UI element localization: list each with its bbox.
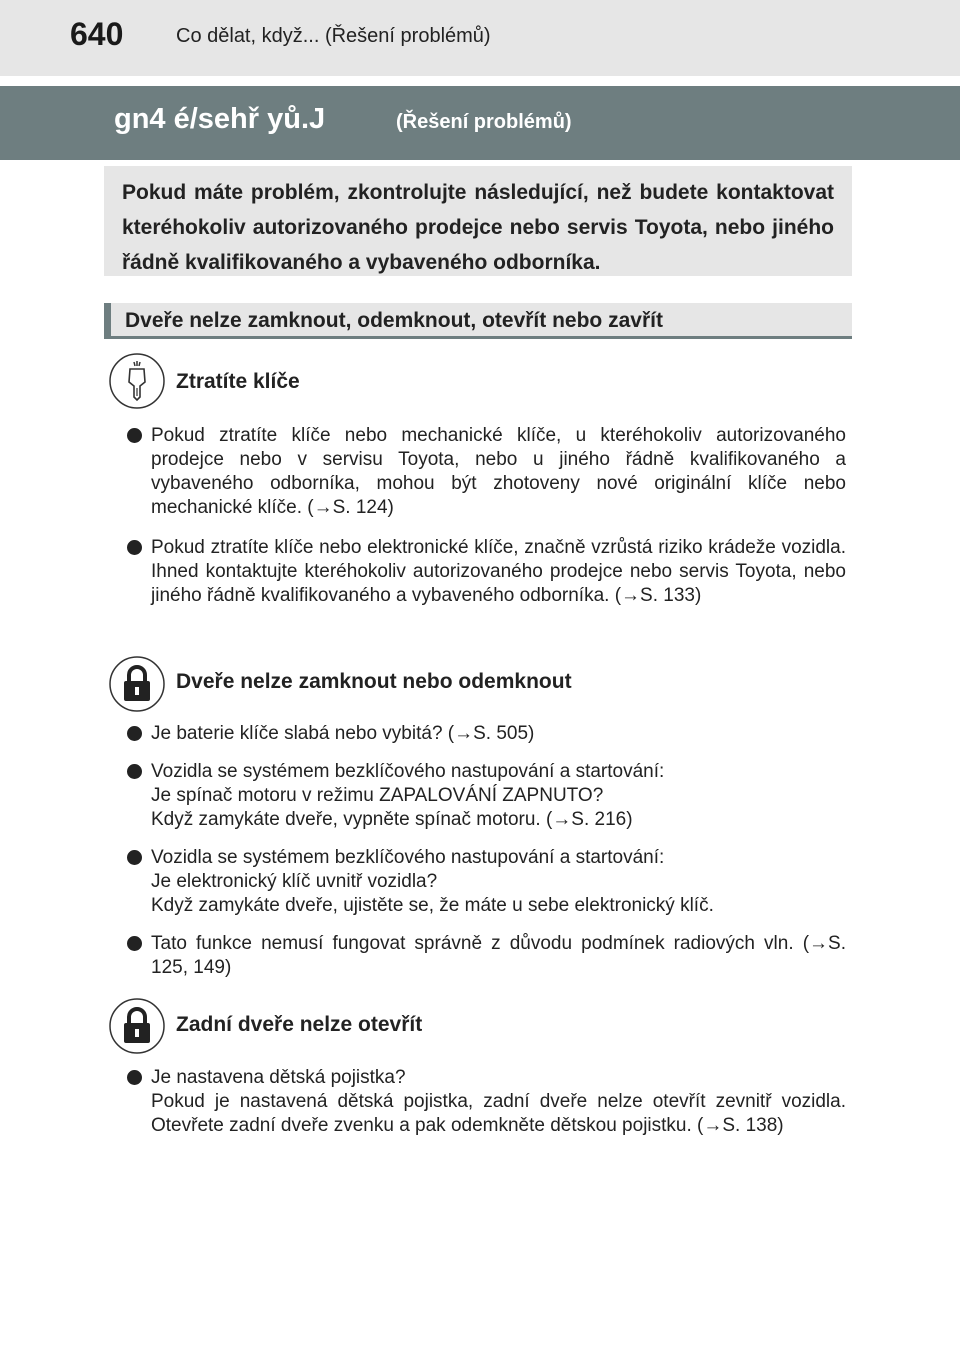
list-item [124, 1066, 846, 1138]
list-item-text: Je baterie klíče slabá nebo vybitá? (→S. 505) [151, 723, 535, 744]
list-item-text [151, 1066, 846, 1138]
bullet-dot [127, 726, 142, 741]
bullet-dot [127, 850, 142, 865]
list-item [124, 536, 846, 608]
list-item-line: Je elektronický klíč uvnitř vozidla? [151, 871, 438, 892]
bullet-dot [127, 1070, 142, 1085]
list-item-line: Pokud je nastavená dětská pojistka, zadní dveře nelze otevřít zevnitř vozidla. Otevřete zadní dveře zvenku a pak odemkněte dětskou pojistku. (→S. 138) [151, 1091, 846, 1136]
list-item-line: Vozidla se systémem bezklíčového nastupování a startování: [151, 761, 665, 782]
bullet-dot [127, 540, 142, 555]
list-item-line: Je nastavena dětská pojistka? [151, 1067, 406, 1088]
subsection-title-rear-door: Zadní dveře nelze otevřít [176, 1013, 423, 1036]
lock-icon [108, 997, 166, 1055]
list-item-text: Pokud ztratíte klíče nebo mechanické klíče, u kteréhokoliv autorizovaného prodejce nebo v servisu Toyota, nebo u jiného řádně kvalifikovaného a vybaveného odborníka, mohou být zhotoveny nové originální klíče nebo mechanické klíče. (→S. 124) [151, 425, 846, 518]
section-heading [104, 303, 852, 339]
list-item-text [151, 846, 846, 918]
list-item-text: Pokud ztratíte klíče nebo elektronické klíče, značně vzrůstá riziko krádeže vozidla. Ihned kontaktujte kteréhokoliv autorizovaného prodejce nebo servis Toyota, nebo jiného řádně kvalifikovaného a vybaveného odborníka. (→S. 133) [151, 537, 846, 606]
subsection-title-lost-keys: Ztratíte klíče [176, 370, 300, 393]
list-item [124, 932, 846, 980]
bullet-dot [127, 764, 142, 779]
section-heading-text: Dveře nelze zamknout, odemknout, otevřít nebo zavřít [125, 309, 663, 332]
list-item-line: Vozidla se systémem bezklíčového nastupování a startování: [151, 847, 665, 868]
list-item [124, 424, 846, 520]
list-item-line: Když zamykáte dveře, ujistěte se, že máte u sebe elektronický klíč. [151, 895, 714, 916]
list-item [124, 846, 846, 918]
intro-text: Pokud máte problém, zkontrolujte následující, než budete kontaktovat kteréhokoliv autorizovaného prodejce nebo servis Toyota, nebo jiného řádně kvalifikovaného a vybaveného odborníka. [122, 181, 834, 274]
list-item [124, 760, 846, 832]
list-item [124, 722, 846, 746]
key-icon [108, 352, 166, 410]
bullet-dot [127, 936, 142, 951]
list-item-line: Je spínač motoru v režimu ZAPALOVÁNÍ ZAPNUTO? [151, 785, 604, 806]
running-title: Co dělat, když... (Řešení problémů) [176, 25, 491, 47]
page-title: gn4 é/sehř yů.J [114, 103, 326, 135]
list-item-line: Když zamykáte dveře, vypněte spínač motoru. (→S. 216) [151, 809, 633, 830]
lock-icon [108, 655, 166, 713]
bullet-dot [127, 428, 142, 443]
page-number: 640 [70, 16, 124, 52]
intro-box [104, 166, 852, 276]
list-item-text: Tato funkce nemusí fungovat správně z důvodu podmínek radiových vln. (→S. 125, 149) [151, 933, 846, 978]
list-item-text [151, 760, 846, 832]
page-title-subtitle: (Řešení problémů) [396, 111, 572, 133]
subsection-title-lock: Dveře nelze zamknout nebo odemknout [176, 670, 572, 693]
